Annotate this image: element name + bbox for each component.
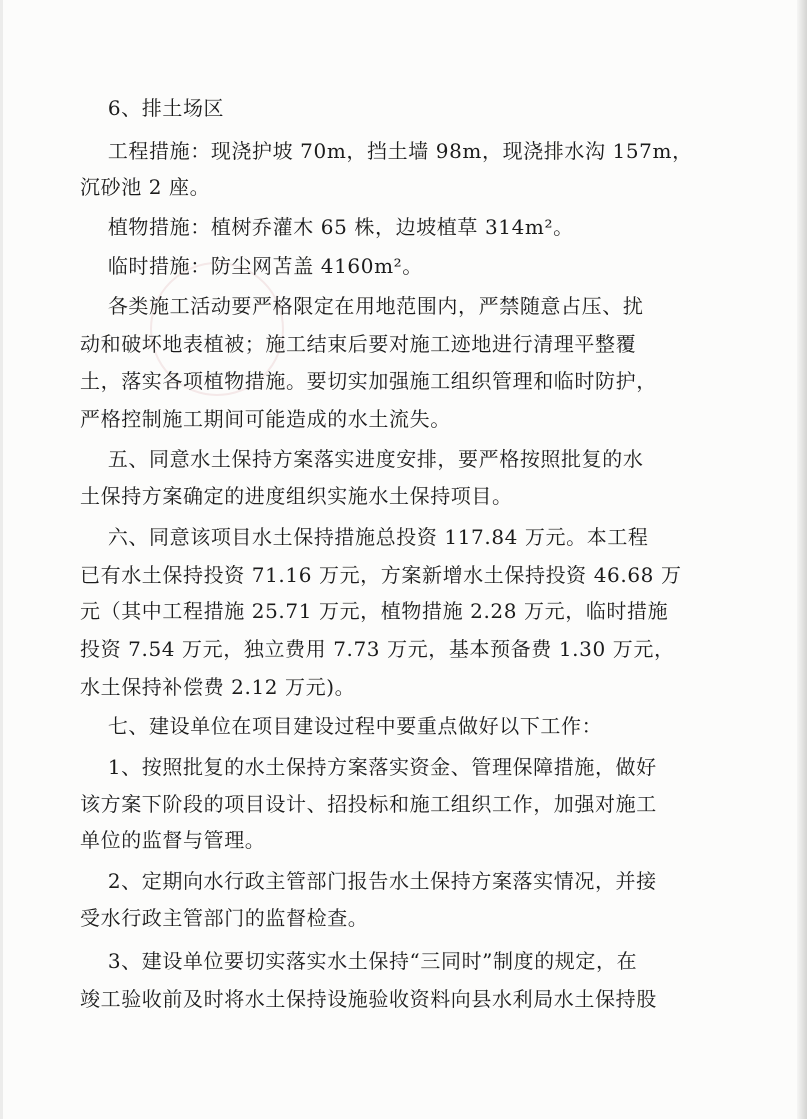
- text-line: 六、同意该项目水土保持措施总投资 117.84 万元。本工程: [80, 525, 649, 549]
- text-line: 单位的监督与管理。: [80, 828, 266, 852]
- text-line: 元（其中工程措施 25.71 万元，植物措施 2.28 万元，临时措施: [80, 599, 669, 623]
- text-line: 各类施工活动要严格限定在用地范围内，严禁随意占压、扰: [80, 294, 644, 318]
- text-line: 沉砂池 2 座。: [80, 175, 211, 199]
- text-line: 土，落实各项植物措施。要切实加强施工组织管理和临时防护，: [80, 369, 657, 393]
- text-line: 临时措施：防尘网苫盖 4160m²。: [80, 254, 423, 278]
- text-line: 动和破坏地表植被；施工结束后要对施工迹地进行清理平整覆: [80, 332, 637, 356]
- text-line: 土保持方案确定的进度组织实施水土保持项目。: [80, 484, 513, 508]
- text-line: 竣工验收前及时将水土保持设施验收资料向县水利局水土保持股: [80, 987, 657, 1011]
- text-line: 6、排土场区: [80, 96, 225, 120]
- text-line: 受水行政主管部门的监督检查。: [80, 906, 369, 930]
- text-line: 1、按照批复的水土保持方案落实资金、管理保障措施，做好: [80, 755, 657, 779]
- text-line: 该方案下阶段的项目设计、招投标和施工组织工作，加强对施工: [80, 792, 657, 816]
- text-line: 植物措施：植树乔灌木 65 株，边坡植草 314m²。: [80, 215, 574, 239]
- text-line: 五、同意水土保持方案落实进度安排，要严格按照批复的水: [80, 447, 644, 471]
- scan-right-shadow: [797, 0, 807, 1119]
- text-line: 严格控制施工期间可能造成的水土流失。: [80, 407, 451, 431]
- scan-left-edge: [0, 0, 3, 1119]
- text-line: 已有水土保持投资 71.16 万元，方案新增水土保持投资 46.68 万: [80, 563, 682, 587]
- text-line: 工程措施：现浇护坡 70m，挡土墙 98m，现浇排水沟 157m，: [80, 139, 693, 163]
- text-line: 投资 7.54 万元，独立费用 7.73 万元，基本预备费 1.30 万元，: [80, 637, 675, 661]
- text-line: 七、建设单位在项目建设过程中要重点做好以下工作：: [80, 714, 603, 738]
- text-line: 水土保持补偿费 2.12 万元)。: [80, 675, 356, 699]
- text-line: 3、建设单位要切实落实水土保持“三同时”制度的规定，在: [80, 949, 638, 973]
- text-line: 2、定期向水行政主管部门报告水土保持方案落实情况，并接: [80, 869, 657, 893]
